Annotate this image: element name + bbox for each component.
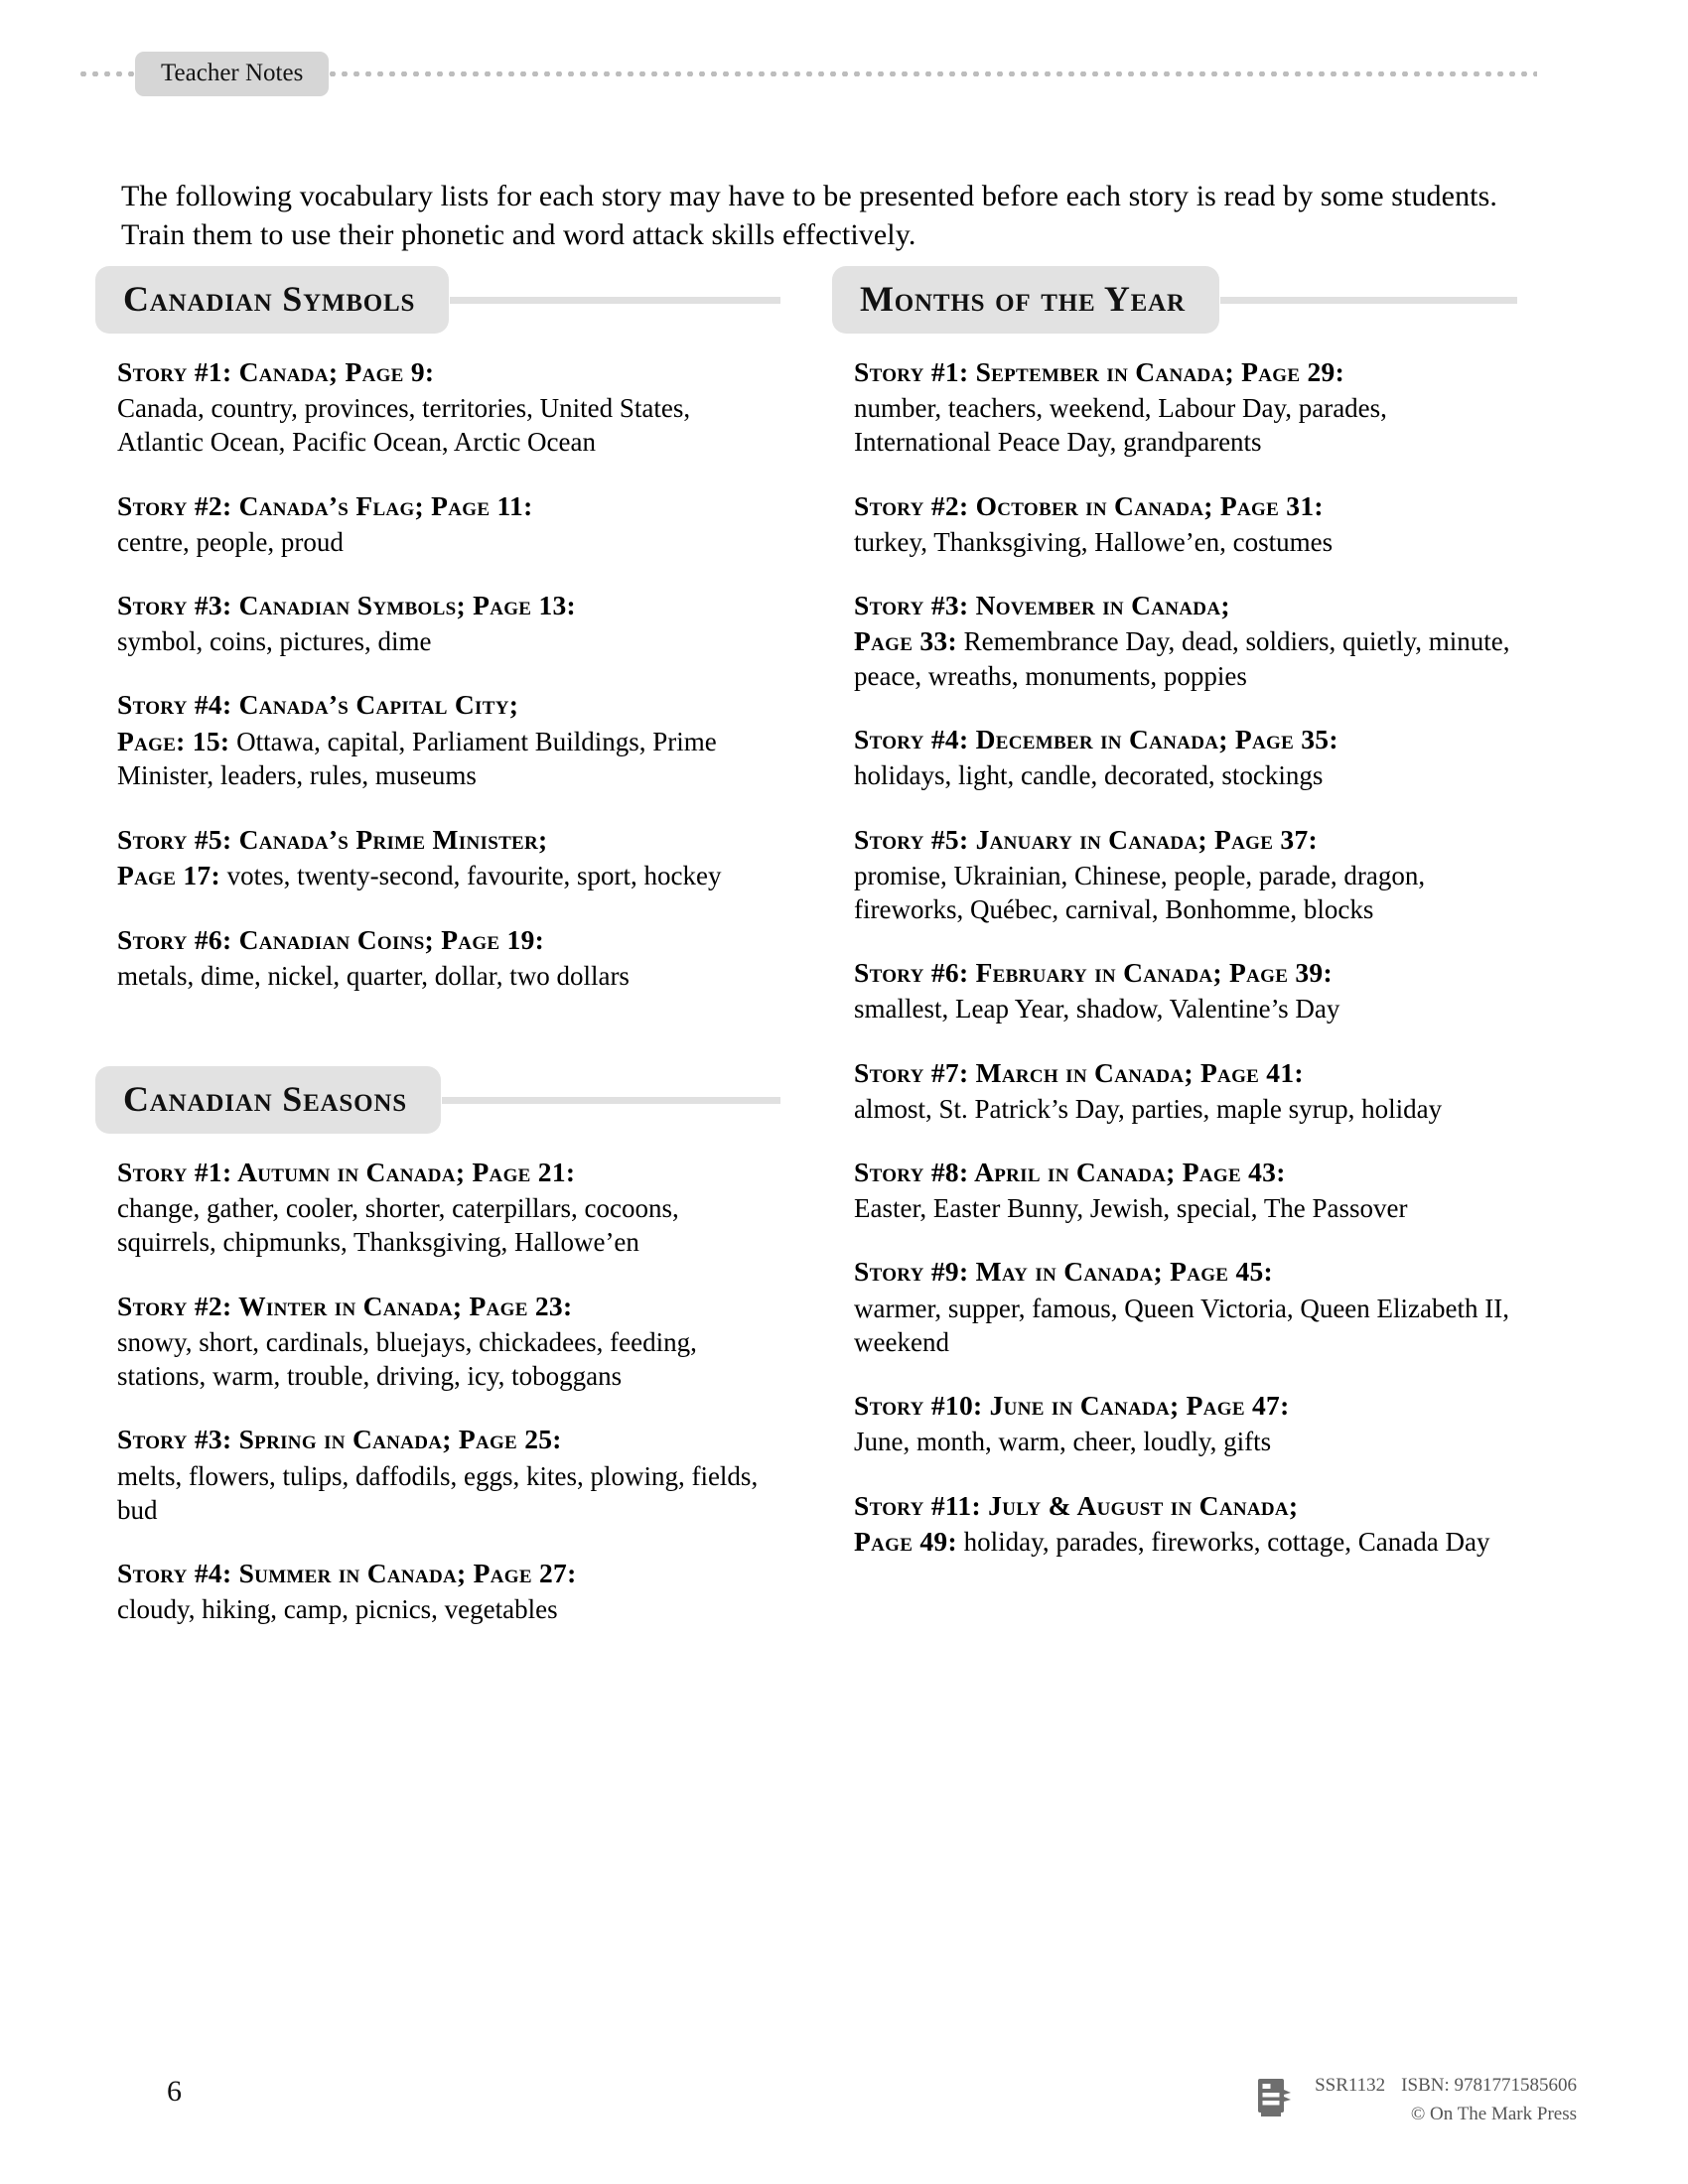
page-number: 6 xyxy=(167,2075,182,2108)
story-entry xyxy=(95,489,780,559)
copyright-line: © On The Mark Press xyxy=(1410,2103,1577,2124)
story-title: Story #6: Canadian Coins; Page 19: xyxy=(117,923,545,955)
story-page-lead: Page 33: xyxy=(854,625,957,657)
story-vocabulary xyxy=(117,725,780,793)
story-entry xyxy=(95,589,780,658)
section-rule xyxy=(1220,297,1517,304)
section-title: Months of the Year xyxy=(860,279,1186,319)
story-entry xyxy=(832,489,1517,559)
story-word-list: change, gather, cooler, shorter, caterpillars, cocoons, squirrels, chipmunks, Thanksgiving, Hallowe’en xyxy=(117,1193,679,1258)
story-word-list: holidays, light, candle, decorated, stockings xyxy=(854,760,1324,791)
story-vocabulary xyxy=(854,624,1517,693)
story-title: Story #2: Winter in Canada; Page 23: xyxy=(117,1290,573,1321)
story-entry xyxy=(95,1423,780,1527)
story-title: Story #4: December in Canada; Page 35: xyxy=(854,724,1338,755)
story-title: Story #5: January in Canada; Page 37: xyxy=(854,823,1318,855)
story-title: Story #5: Canada’s Prime Minister; xyxy=(117,823,548,855)
story-vocabulary xyxy=(117,1459,780,1528)
story-word-list: Remembrance Day, dead, soldiers, quietly, minute, peace, wreaths, monuments, poppies xyxy=(854,626,1510,692)
story-word-list: melts, flowers, tulips, daffodils, eggs, kites, plowing, fields, bud xyxy=(117,1460,759,1525)
story-entry xyxy=(95,1290,780,1394)
story-word-list: Ottawa, capital, Parliament Buildings, Prime Minister, leaders, rules, museums xyxy=(117,726,717,791)
story-title: Story #1: Autumn in Canada; Page 21: xyxy=(117,1157,576,1188)
story-vocabulary xyxy=(854,1525,1517,1560)
section-header-canadian-seasons xyxy=(95,1066,780,1134)
story-vocabulary xyxy=(117,1592,780,1626)
dotted-rule-left xyxy=(77,71,135,76)
story-vocabulary xyxy=(117,859,780,893)
section-header-canadian-symbols xyxy=(95,266,780,334)
section-rule xyxy=(450,297,780,304)
story-title: Story #6: February in Canada; Page 39: xyxy=(854,957,1333,989)
story-entry xyxy=(832,823,1517,927)
story-list-months-of-the-year xyxy=(832,355,1517,1560)
story-page-lead: Page 17: xyxy=(117,859,220,890)
story-word-list: smallest, Leap Year, shadow, Valentine’s Day xyxy=(854,994,1340,1024)
story-word-list: promise, Ukrainian, Chinese, people, parade, dragon, fireworks, Québec, carnival, Bonhomme, blocks xyxy=(854,860,1426,925)
story-entry xyxy=(95,688,780,792)
running-head-tab xyxy=(135,52,329,96)
isbn: ISBN: 9781771585606 xyxy=(1401,2075,1577,2096)
story-word-list: number, teachers, weekend, Labour Day, parades, International Peace Day, grandparents xyxy=(854,393,1387,458)
story-vocabulary xyxy=(854,391,1517,460)
story-entry xyxy=(832,723,1517,792)
story-word-list: Easter, Easter Bunny, Jewish, special, The Passover xyxy=(854,1193,1408,1224)
story-entry xyxy=(832,1255,1517,1359)
story-word-list: metals, dime, nickel, quarter, dollar, two dollars xyxy=(117,960,630,991)
story-entry xyxy=(832,1389,1517,1458)
section-header-months-of-the-year xyxy=(832,266,1517,334)
story-word-list: centre, people, proud xyxy=(117,526,344,557)
section-title-pill xyxy=(95,1066,441,1134)
story-vocabulary xyxy=(117,1191,780,1260)
story-entry xyxy=(832,1056,1517,1126)
story-title: Story #9: May in Canada; Page 45: xyxy=(854,1256,1274,1288)
story-title: Story #10: June in Canada; Page 47: xyxy=(854,1390,1290,1422)
story-entry xyxy=(832,589,1517,693)
section-title: Canadian Seasons xyxy=(123,1079,407,1120)
product-code: SSR1132 xyxy=(1315,2075,1386,2096)
story-title: Story #3: Canadian Symbols; Page 13: xyxy=(117,590,577,621)
story-list-canadian-symbols xyxy=(95,355,780,993)
story-entry xyxy=(832,1156,1517,1225)
story-vocabulary xyxy=(854,859,1517,927)
story-title: Story #11: July & August in Canada; xyxy=(854,1489,1299,1521)
story-title: Story #1: September in Canada; Page 29: xyxy=(854,356,1345,387)
story-vocabulary xyxy=(117,525,780,559)
section-title: Canadian Symbols xyxy=(123,279,416,319)
running-head-label: Teacher Notes xyxy=(161,59,304,86)
story-entry xyxy=(832,956,1517,1025)
story-vocabulary xyxy=(854,1191,1517,1225)
story-word-list: almost, St. Patrick’s Day, parties, maple syrup, holiday xyxy=(854,1093,1443,1124)
story-list-canadian-seasons xyxy=(95,1156,780,1626)
story-page-lead: Page: 15: xyxy=(117,725,230,756)
story-vocabulary xyxy=(854,992,1517,1025)
left-column xyxy=(95,266,780,1626)
story-word-list: warmer, supper, famous, Queen Victoria, Queen Elizabeth II, weekend xyxy=(854,1293,1509,1357)
story-word-list: June, month, warm, cheer, loudly, gifts xyxy=(854,1427,1272,1457)
story-vocabulary xyxy=(854,1292,1517,1360)
story-word-list: holiday, parades, fireworks, cottage, Canada Day xyxy=(963,1526,1490,1557)
story-title: Story #3: November in Canada; xyxy=(854,590,1230,621)
right-column xyxy=(832,266,1517,1626)
story-title: Story #7: March in Canada; Page 41: xyxy=(854,1056,1304,1088)
section-title-pill xyxy=(95,266,449,334)
story-title: Story #1: Canada; Page 9: xyxy=(117,356,435,387)
story-title: Story #2: Canada’s Flag; Page 11: xyxy=(117,489,533,521)
story-entry xyxy=(95,923,780,993)
story-vocabulary xyxy=(117,1325,780,1394)
section-title-pill xyxy=(832,266,1219,334)
story-word-list: turkey, Thanksgiving, Hallowe’en, costumes xyxy=(854,526,1334,557)
story-vocabulary xyxy=(854,1092,1517,1126)
story-title: Story #4: Summer in Canada; Page 27: xyxy=(117,1558,577,1589)
dotted-rule-right xyxy=(327,71,1537,76)
imprint-text xyxy=(1315,2072,1577,2128)
story-vocabulary xyxy=(854,525,1517,559)
story-page-lead: Page 49: xyxy=(854,1525,957,1557)
story-vocabulary xyxy=(854,758,1517,792)
story-entry xyxy=(832,355,1517,460)
story-vocabulary xyxy=(854,1425,1517,1458)
story-word-list: cloudy, hiking, camp, picnics, vegetables xyxy=(117,1594,558,1625)
story-entry xyxy=(95,1156,780,1260)
story-title: Story #2: October in Canada; Page 31: xyxy=(854,489,1324,521)
story-title: Story #3: Spring in Canada; Page 25: xyxy=(117,1424,562,1455)
body-columns xyxy=(95,266,1515,1626)
story-word-list: snowy, short, cardinals, bluejays, chickadees, feeding, stations, warm, trouble, driving, icy, toboggans xyxy=(117,1326,697,1392)
story-vocabulary xyxy=(117,959,780,993)
story-word-list: symbol, coins, pictures, dime xyxy=(117,626,432,657)
story-entry xyxy=(832,1489,1517,1560)
running-head xyxy=(77,48,1537,99)
story-entry xyxy=(95,355,780,460)
imprint-block xyxy=(1255,2072,1577,2128)
story-title: Story #4: Canada’s Capital City; xyxy=(117,689,519,721)
story-word-list: Canada, country, provinces, territories, United States, Atlantic Ocean, Pacific Ocean, Arctic Ocean xyxy=(117,393,691,458)
section-rule xyxy=(442,1097,780,1104)
intro-paragraph: The following vocabulary lists for each story may have to be presented before each story is read by some students. Train them to use their phonetic and word attack skills effectively. xyxy=(121,180,1497,251)
story-entry xyxy=(95,823,780,893)
story-vocabulary xyxy=(117,391,780,460)
book-logo-icon xyxy=(1255,2076,1297,2119)
story-word-list: votes, twenty-second, favourite, sport, hockey xyxy=(226,860,722,890)
story-entry xyxy=(95,1557,780,1626)
story-vocabulary xyxy=(117,624,780,658)
story-title: Story #8: April in Canada; Page 43: xyxy=(854,1157,1286,1188)
